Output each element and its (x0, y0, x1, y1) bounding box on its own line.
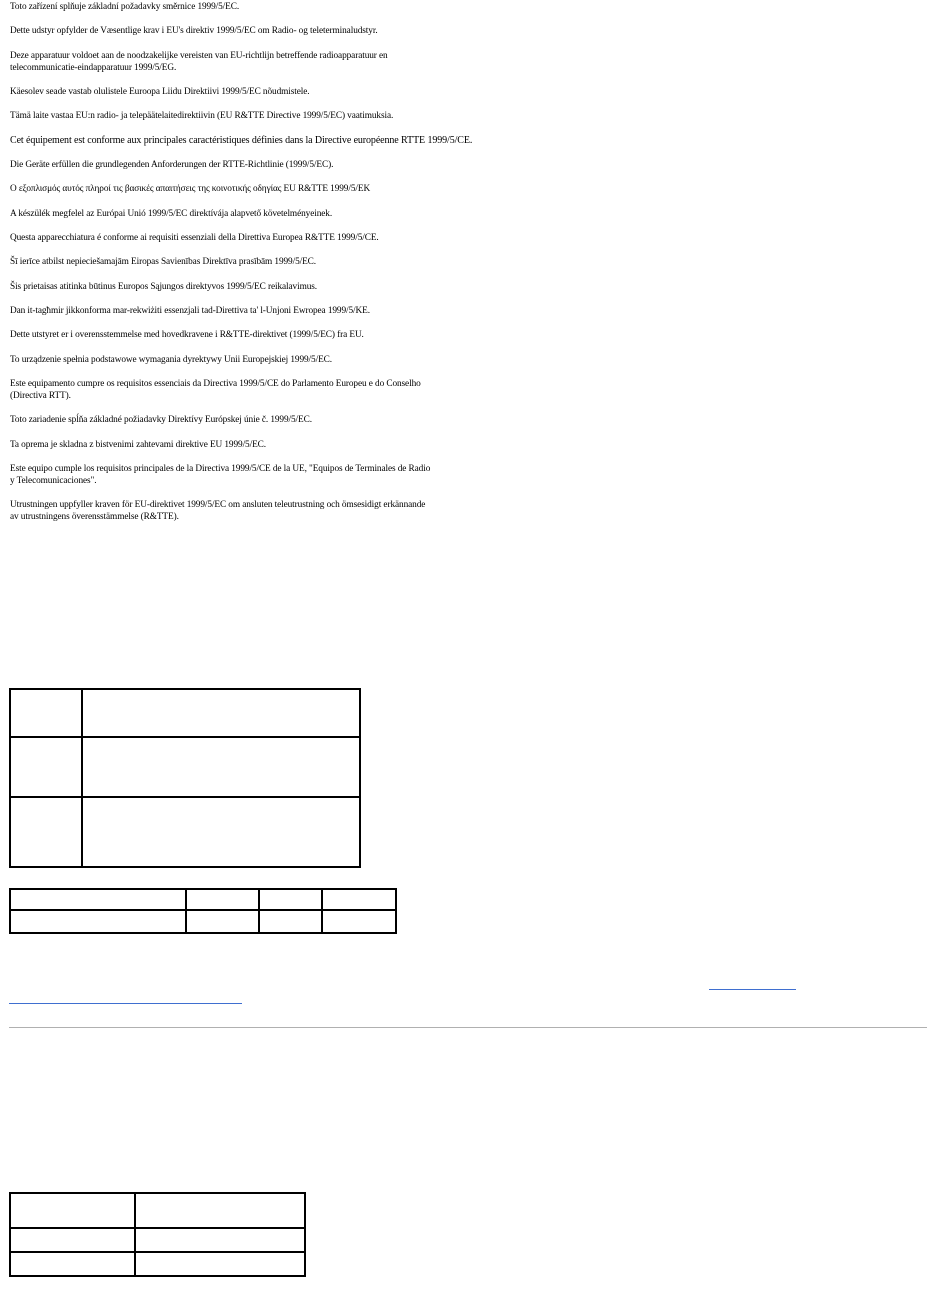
declaration-polish: To urządzenie spełnia podstawowe wymagania dyrektywy Unii Europejskiej 1999/5/EC. (10, 355, 332, 365)
table-cell (322, 910, 396, 933)
declaration-slovenian: Ta oprema je skladna z bistvenimi zahtevami direktive EU 1999/5/EC. (10, 440, 266, 450)
table-cell (186, 910, 259, 933)
declaration-french: Cet équipement est conforme aux principales caractéristiques définies dans la Directive européenne RTTE 1999/5/CE. (10, 135, 473, 146)
table-cell (322, 889, 396, 910)
declaration-danish: Dette udstyr opfylder de Væsentlige krav i EU's direktiv 1999/5/EC om Radio- og teleterminaludstyr. (10, 26, 378, 36)
empty-table-1 (9, 688, 361, 868)
table-row (10, 737, 360, 797)
table-cell (82, 737, 360, 797)
declaration-dutch: Deze apparatuur voldoet aan de noodzakelijke vereisten van EU-richtlijn betreffende radioapparatuur en telecommunicatie-eindapparatuur 1999/5/EG. (10, 51, 388, 73)
table-cell (10, 910, 186, 933)
declaration-swedish: Utrustningen uppfyller kraven för EU-direktivet 1999/5/EC om ansluten teleutrustning och ömsesidigt erkännande av utrustningens överensstämmelse (R&TTE). (10, 500, 426, 522)
table-row (10, 1228, 305, 1252)
table-cell (10, 889, 186, 910)
hyperlink-underline[interactable] (709, 989, 796, 990)
table-cell (10, 797, 82, 867)
table-cell (82, 689, 360, 737)
declaration-spanish: Este equipo cumple los requisitos principales de la Directiva 1999/5/CE de la UE, "Equipos de Terminales de Radio y Telecomunicaciones". (10, 464, 431, 486)
table-cell (10, 1228, 135, 1252)
table-cell (135, 1193, 305, 1228)
table-cell (259, 910, 322, 933)
declaration-norwegian: Dette utstyret er i overensstemmelse med hovedkravene i R&TTE-direktivet (1999/5/EC) fra EU. (10, 330, 364, 340)
table-cell (10, 737, 82, 797)
declaration-german: Die Geräte erfüllen die grundlegenden Anforderungen der RTTE-Richtlinie (1999/5/EC). (10, 160, 334, 170)
empty-table-2 (9, 888, 397, 934)
declaration-finnish: Tämä laite vastaa EU:n radio- ja telepäätelaitedirektiivin (EU R&TTE Directive 1999/5/EC) vaatimuksia. (10, 111, 394, 121)
table-cell (186, 889, 259, 910)
declaration-slovak: Toto zariadenie spĺňa základné požiadavky Direktívy Európskej únie č. 1999/5/EC. (10, 415, 312, 425)
declaration-hungarian: A készülék megfelel az Európai Unió 1999/5/EC direktívája alapvető követelményeinek. (10, 209, 333, 219)
hyperlink-underline[interactable] (9, 1003, 242, 1004)
declaration-greek: Ο εξοπλισμός αυτός πληροί τις βασικές απαιτήσεις της κοινοτικής οδηγίας EU R&TTE 1999/5/EK (10, 184, 371, 194)
declaration-czech: Toto zařízení splňuje základní požadavky směrnice 1999/5/EC. (10, 2, 240, 12)
table-cell (82, 797, 360, 867)
table-cell (10, 1193, 135, 1228)
table-cell (259, 889, 322, 910)
declaration-latvian: Šī ierīce atbilst nepieciešamajām Eiropas Savienības Direktīva prasībām 1999/5/EC. (10, 257, 317, 267)
table-cell (135, 1228, 305, 1252)
table-row (10, 689, 360, 737)
declaration-estonian: Käesolev seade vastab olulistele Euroopa Liidu Direktiivi 1999/5/EC nõudmistele. (10, 87, 310, 97)
declaration-portuguese: Este equipamento cumpre os requisitos essenciais da Directiva 1999/5/CE do Parlamento Europeu e do Conselho (Directiva RTT). (10, 379, 421, 401)
table-row (10, 910, 396, 933)
table-row (10, 1193, 305, 1228)
declaration-lithuanian: Šis prietaisas atitinka būtinus Europos Sąjungos direktyvos 1999/5/EC reikalavimus. (10, 282, 317, 292)
declaration-maltese: Dan it-tagħmir jikkonforma mar-rekwiżiti essenzjali tad-Direttiva ta' l-Unjoni Ewropea 1999/5/KE. (10, 306, 370, 316)
table-cell (10, 1252, 135, 1276)
declaration-italian: Questa apparecchiatura é conforme ai requisiti essenziali della Direttiva Europea R&TTE 1999/5/CE. (10, 233, 379, 243)
horizontal-divider (9, 1027, 927, 1028)
table-cell (10, 689, 82, 737)
table-row (10, 889, 396, 910)
table-cell (135, 1252, 305, 1276)
empty-table-3 (9, 1192, 306, 1277)
table-row (10, 1252, 305, 1276)
table-row (10, 797, 360, 867)
